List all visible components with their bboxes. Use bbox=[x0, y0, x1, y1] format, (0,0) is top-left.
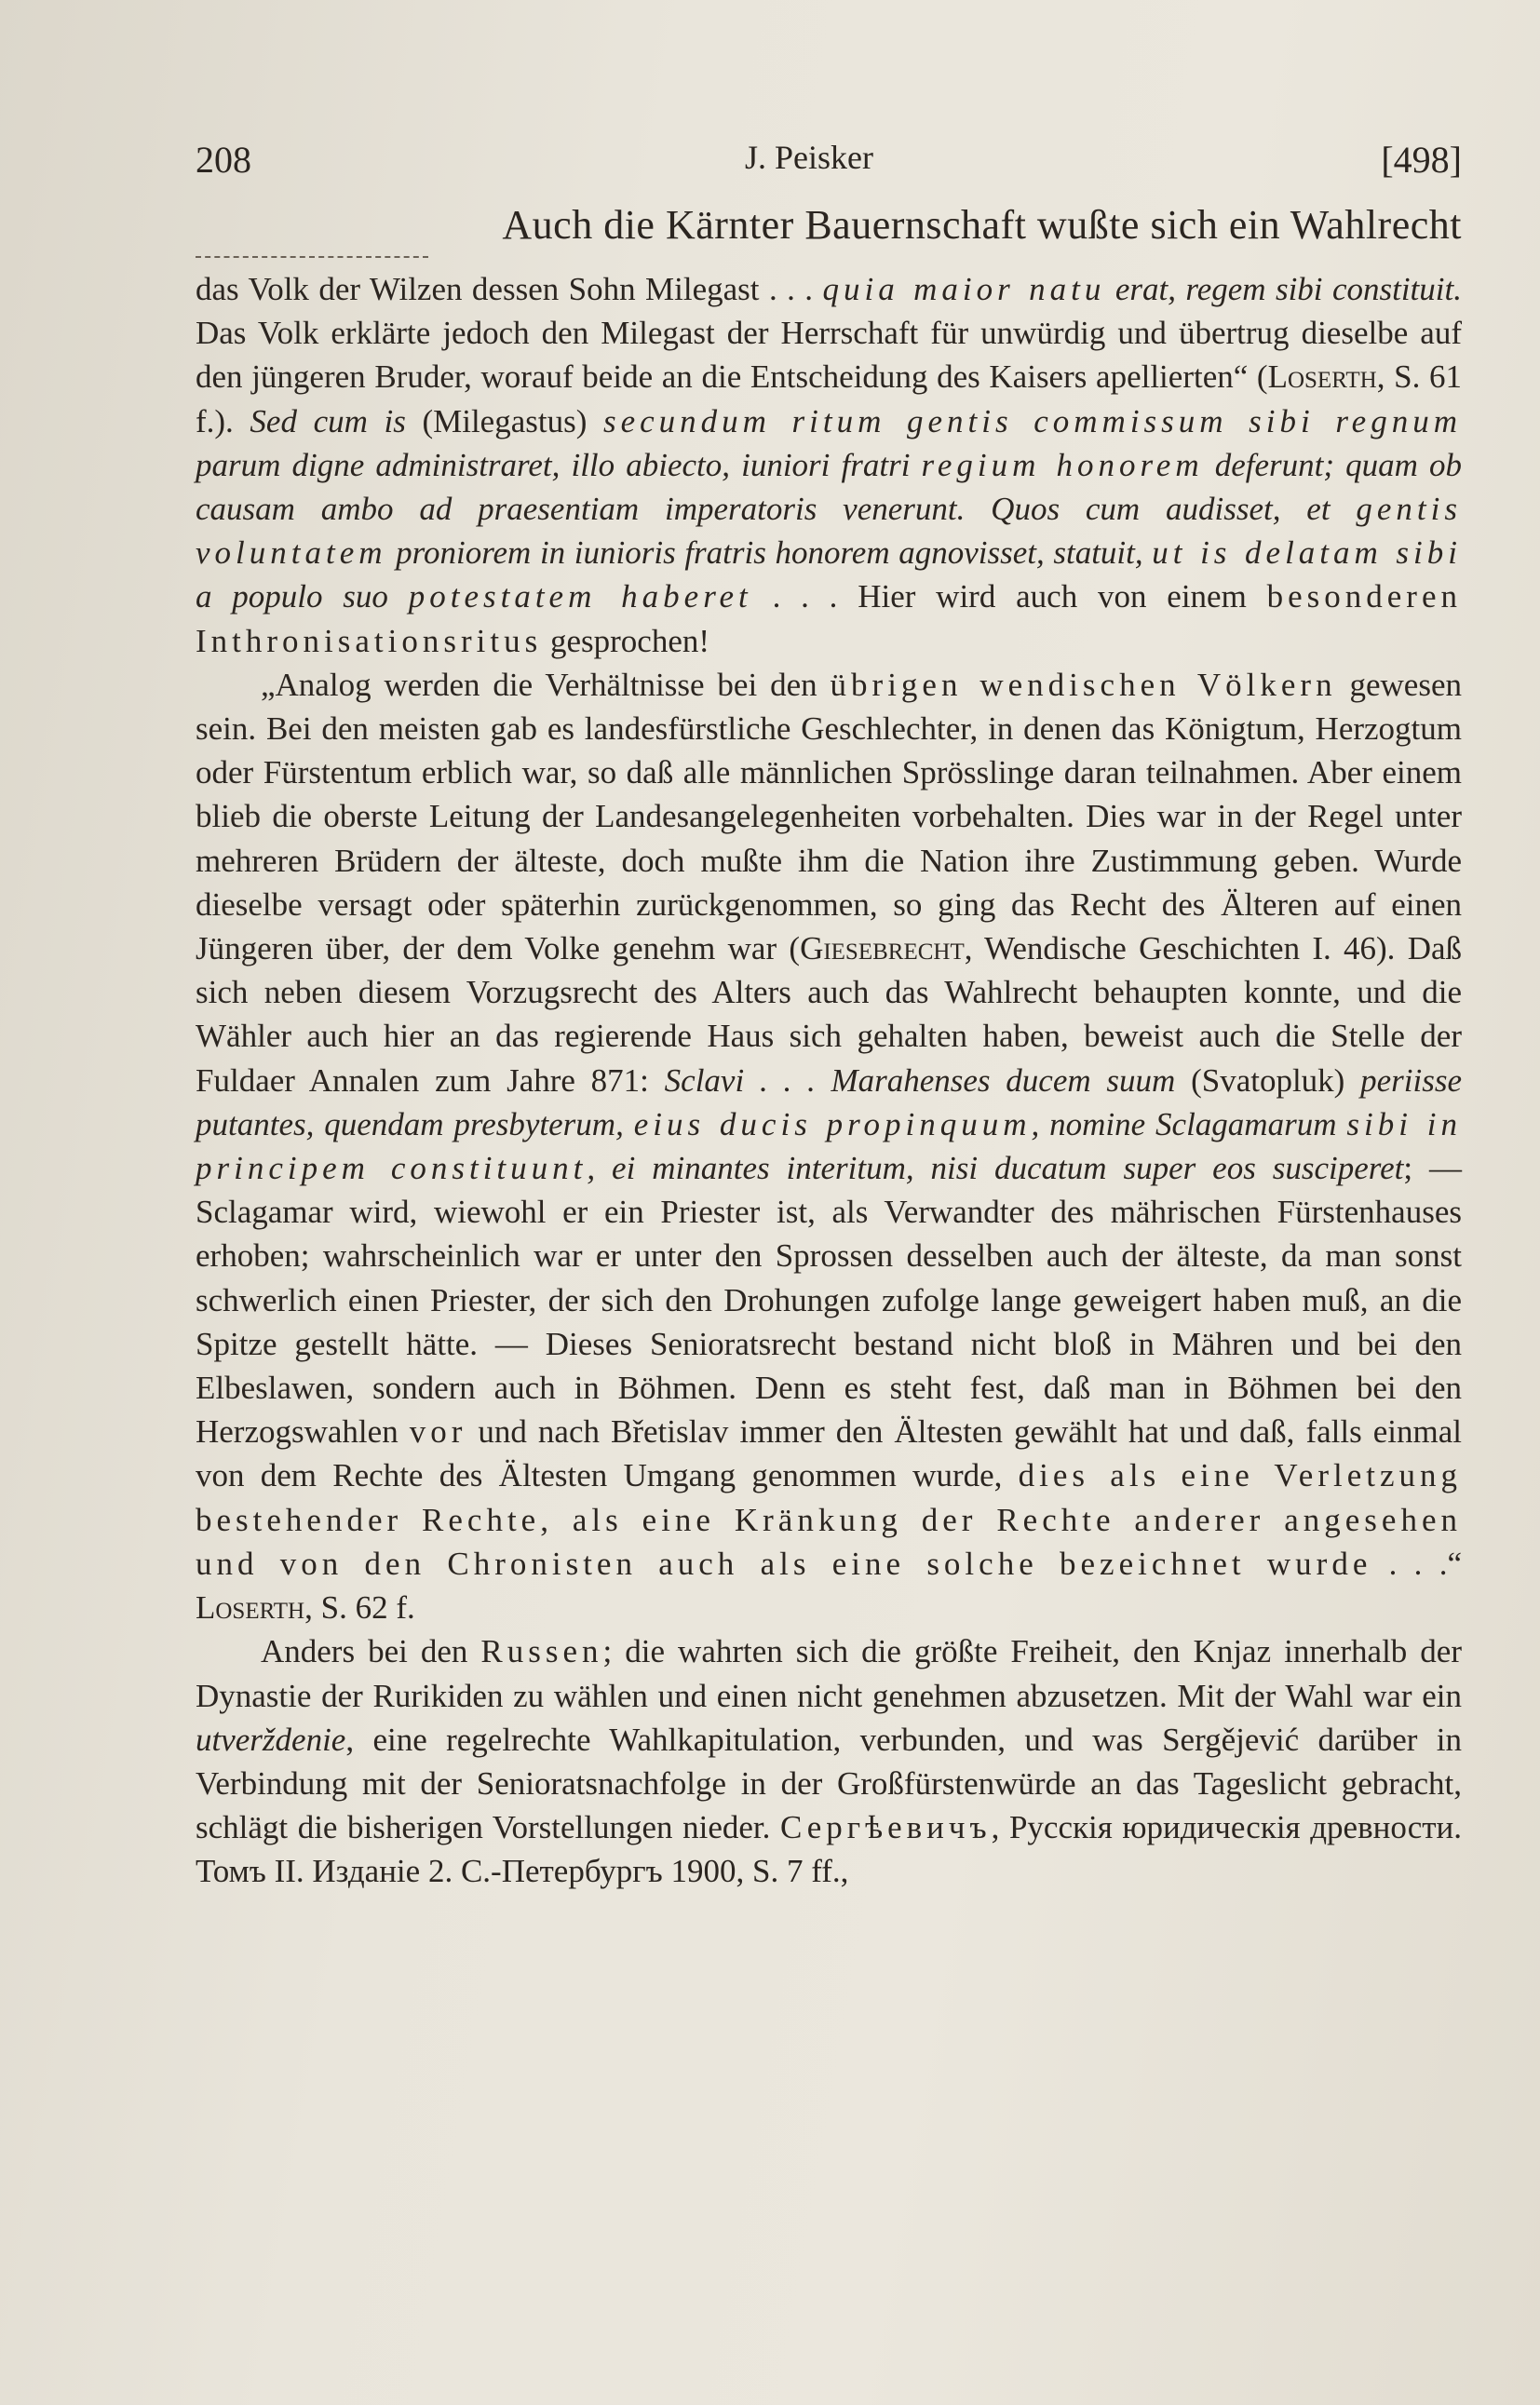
text-run: secundum ritum gentis commissum sibi regnum bbox=[602, 402, 1462, 439]
text-run: , Русскія юридическія древности. Томъ II. Изданіе 2. С.-Петербургъ 1900, S. 7 ff., bbox=[196, 1809, 1463, 1890]
text-run: , S. 61 f.). bbox=[196, 358, 1463, 439]
paragraph bbox=[196, 1629, 1462, 1893]
page-number: 208 bbox=[196, 139, 251, 181]
text-run: gewesen sein. Bei den meisten gab es landesfürstliche Geschlechter, in denen das Königtum, Herzogtum oder Fürstentum erblich war, so daß alle männlichen Sprösslinge daran teilnahmen. Aber einem blieb die oberste Leitung der Landesangelegenheiten vorbehalten. Dies war in der Regel unter mehreren Brüdern der älteste, doch mußte ihm die Nation ihre Zustimmung geben. Wurde dieselbe versagt oder späterhin zurückgenommen, so ging das Recht des Älteren auf einen Jüngeren über, der dem Volke genehm war ( bbox=[196, 666, 1462, 967]
text-run: ut is delatam sibi bbox=[1152, 534, 1462, 572]
text-run: (Milegastus) bbox=[405, 402, 603, 439]
continued-main-text-line: Auch die Kärnter Bauernschaft wußte sich ein Wahlrecht bbox=[502, 202, 1462, 248]
page-text-block bbox=[196, 130, 1462, 1894]
text-run: utverždenie bbox=[196, 1721, 346, 1758]
text-run: besonderen Inthronisationsritus bbox=[196, 578, 1462, 659]
text-run: Sclavi . . . Marahenses ducem suum bbox=[664, 1061, 1176, 1099]
text-run: deferunt; quam ob causam ambo ad praesentiam imperatoris venerunt. Quos cum audisset, et bbox=[196, 446, 1462, 528]
text-run: Das Volk erklärte jedoch den Milegast der Herrschaft für unwürdig und übertrug dieselbe auf den jüngeren Bruder, worauf beide an die Entscheidung des Kaisers apellierten“ ( bbox=[196, 315, 1462, 396]
text-run: erat, regem sibi constituit. bbox=[1105, 271, 1462, 307]
text-run: gentis voluntatem bbox=[196, 491, 1462, 572]
paragraph bbox=[196, 663, 1462, 1629]
running-header bbox=[196, 130, 1462, 196]
text-run: , Wendische Geschichten I. 46). Daß sich neben diesem Vorzugsrecht des Alters auch das Wahlrecht behaupten konnte, und die Wähler auch hier an das regierende Haus sich gehalten haben, beweist auch die Stelle der Fuldaer Annalen zum Jahre 871: bbox=[196, 930, 1463, 1099]
text-run: Sed cum is bbox=[250, 402, 406, 439]
text-run: Giesebrecht bbox=[800, 930, 965, 967]
text-run: Anders bei den bbox=[261, 1633, 481, 1670]
text-run: „Analog werden die Verhältnisse bei den bbox=[261, 666, 831, 703]
paragraph bbox=[196, 267, 1462, 663]
text-run: . . .“ bbox=[1371, 1545, 1462, 1582]
text-run: potestatem haberet bbox=[408, 578, 752, 615]
text-run: ; die wahrten sich die größte Freiheit, den Knjaz innerhalb der Dynastie der Rurikiden zu wählen und einen nicht genehmen abzusetzen. Mit der Wahl war ein bbox=[196, 1633, 1462, 1714]
text-run: , nomine Sclagamarum bbox=[1031, 1105, 1347, 1142]
text-run: Russen bbox=[480, 1633, 603, 1670]
original-page-number: [498] bbox=[1381, 139, 1462, 181]
text-run: übrigen wendischen Völkern bbox=[830, 666, 1337, 703]
text-run: , eine regelrechte Wahlkapitulation, verbunden, und was Sergějević darüber in Verbindung mit der Senioratsnachfolge in der Großfürstenwürde an das Tageslicht gebracht, schlägt die bisherigen Vorstellungen nieder. bbox=[196, 1721, 1462, 1846]
text-run: Loserth bbox=[1267, 358, 1377, 396]
text-run: . . . Hier wird auch von einem bbox=[751, 578, 1267, 615]
text-run: proniorem in iunioris fratris honorem agnovisset, statuit, bbox=[386, 534, 1153, 572]
text-run: Loserth bbox=[196, 1589, 305, 1627]
text-run: (Svatopluk) bbox=[1175, 1061, 1361, 1099]
text-run: dies als eine Verletzung bestehender Rechte, als eine Kränkung der Rechte anderer angesehen und von den Chronisten auch als eine solche bezeichnet wurde bbox=[196, 1457, 1462, 1582]
footnote-separator-rule bbox=[196, 256, 428, 258]
text-run: gesprochen! bbox=[542, 622, 710, 659]
text-run: Сергѣевичъ bbox=[779, 1809, 992, 1846]
text-run: , ei minantes interitum, nisi ducatum super eos susciperet bbox=[587, 1150, 1404, 1187]
text-run: und nach Břetislav immer den Ältesten gewählt hat und daß, falls einmal von dem Rechte des Ältesten Umgang genommen wurde, bbox=[196, 1413, 1462, 1494]
text-run: regium honorem bbox=[921, 446, 1204, 483]
text-run: a populo suo bbox=[196, 578, 409, 615]
text-run: das Volk der Wilzen dessen Sohn Milegast . . . bbox=[196, 271, 823, 307]
text-run: vor bbox=[409, 1413, 467, 1451]
text-run: periisse putantes, quendam presbyterum, bbox=[196, 1061, 1462, 1142]
text-run: eius ducis propinquum bbox=[633, 1105, 1032, 1142]
running-head-author: J. Peisker bbox=[745, 139, 873, 176]
text-run: ; — Sclagamar wird, wiewohl er ein Priester ist, als Verwandter des mährischen Fürstenhauses erhoben; wahrscheinlich war er unter den Sprossen desselben auch der älteste, da man sonst schwerlich einen Priester, der sich den Drohungen zufolge lange geweigert haben muß, an die Spitze gestellt hätte. — Dieses Senioratsrecht bestand nicht bloß in Mähren und bei den Elbeslawen, sondern auch in Böhmen. Denn es steht fest, daß man in Böhmen bei den Herzogswahlen bbox=[196, 1150, 1462, 1451]
text-run: sibi in principem constituunt bbox=[196, 1105, 1463, 1187]
footnote-body bbox=[196, 267, 1462, 1894]
text-run: , S. 62 f. bbox=[304, 1589, 415, 1627]
text-run: parum digne administraret, illo abiecto, iuniori fratri bbox=[196, 446, 922, 483]
text-run: quia maior natu bbox=[822, 271, 1106, 307]
